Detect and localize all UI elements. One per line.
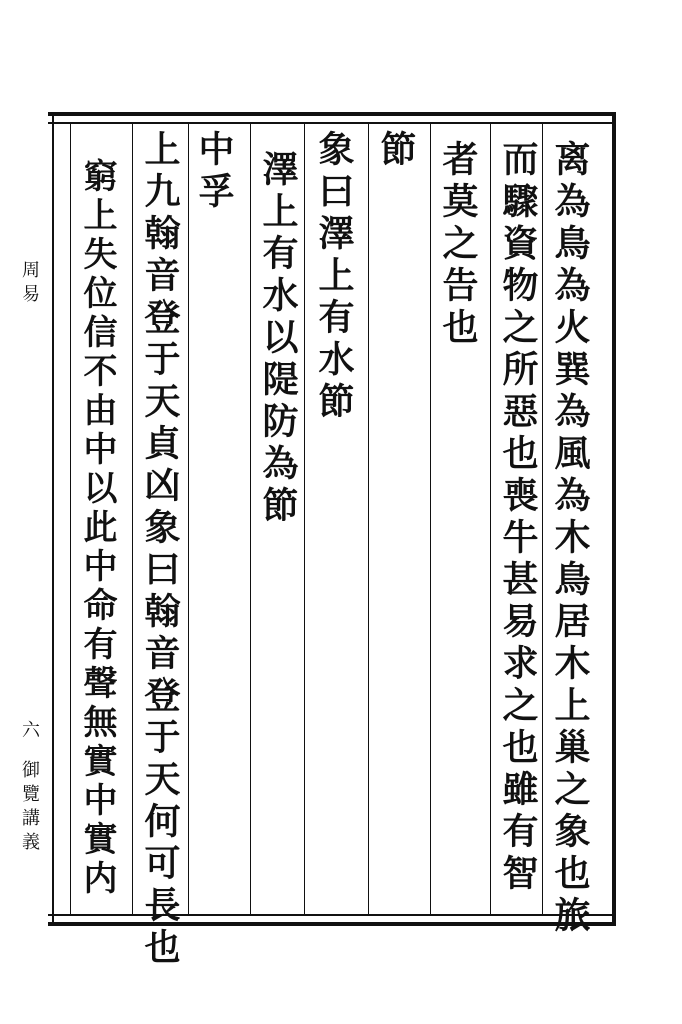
right-border bbox=[612, 112, 616, 926]
section-heading-zhongfu: 中孚 bbox=[193, 130, 235, 214]
text-column-2: 而驟資物之所惡也喪牛甚易求之也雖有智 bbox=[497, 140, 539, 896]
text-column-9: 窮上失位信不由中以此中命有聲無實中實内 bbox=[77, 158, 117, 899]
text-column-3: 者莫之告也 bbox=[437, 140, 479, 350]
fold-title: 周易 bbox=[19, 260, 40, 308]
text-column-6: 澤上有水以隄防為節 bbox=[257, 150, 299, 528]
fold-bottom-label: 御覽講義 bbox=[19, 760, 40, 856]
column-divider bbox=[250, 124, 251, 914]
column-divider bbox=[490, 124, 491, 914]
top-border-outer bbox=[48, 112, 616, 116]
column-divider bbox=[542, 124, 543, 914]
text-column-5: 象曰澤上有水節 bbox=[313, 130, 355, 424]
top-border-inner bbox=[48, 122, 616, 124]
center-fold-line bbox=[52, 112, 54, 926]
text-column-8: 上九翰音登于天貞凶象曰翰音登于天何可長也 bbox=[139, 130, 181, 970]
column-divider bbox=[70, 124, 71, 914]
text-column-1: 离為鳥為火巽為風為木鳥居木上巢之象也旅 bbox=[549, 140, 591, 938]
bottom-border-inner bbox=[48, 914, 616, 916]
fold-page-number: 六 bbox=[19, 720, 40, 744]
column-divider bbox=[132, 124, 133, 914]
column-divider bbox=[430, 124, 431, 914]
section-heading-jie: 節 bbox=[375, 130, 417, 172]
column-divider bbox=[188, 124, 189, 914]
bottom-border-outer bbox=[48, 922, 616, 926]
column-divider bbox=[304, 124, 305, 914]
column-divider bbox=[368, 124, 369, 914]
